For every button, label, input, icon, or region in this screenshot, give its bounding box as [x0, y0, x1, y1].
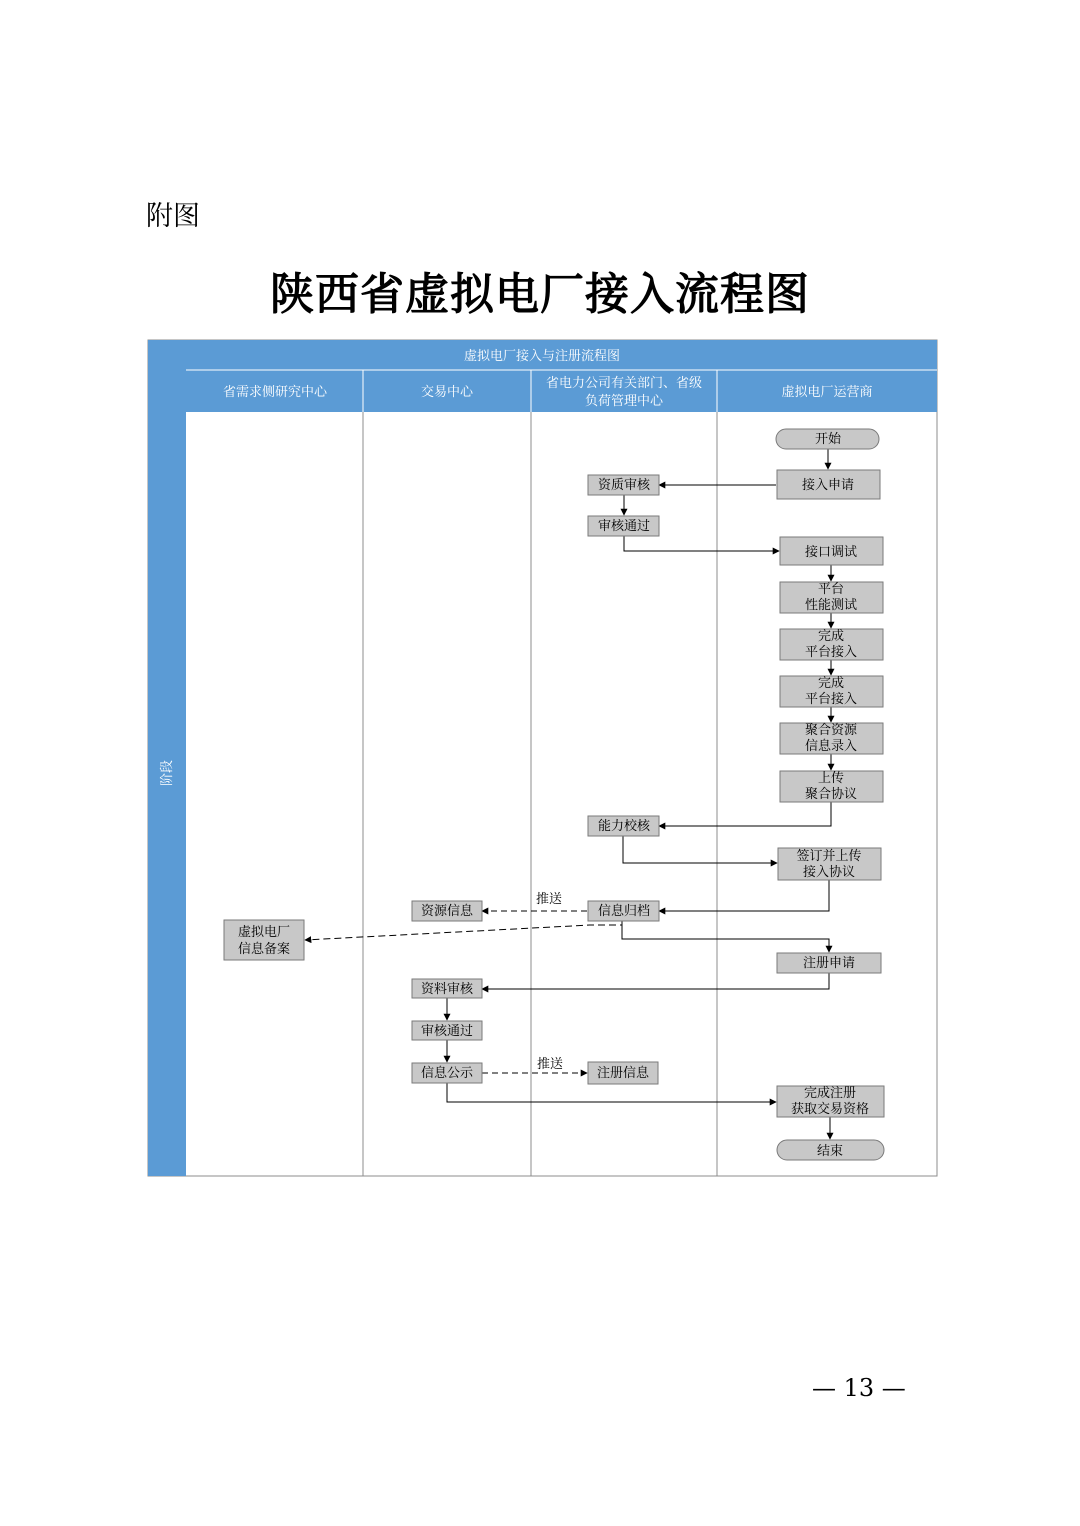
edge-label-push-1: 推送 — [535, 892, 563, 907]
node-upload-agreement-label-1: 上传 — [817, 771, 845, 786]
lane-demand-center: 省需求侧研究中心 — [222, 385, 328, 400]
page-number: — 13 — — [812, 1374, 906, 1402]
node-resource-entry-label-2: 信息录入 — [804, 739, 858, 754]
lane-grid-company-line1: 省电力公司有关部门、省级 — [545, 376, 703, 391]
page-title: 陕西省虚拟电厂接入流程图 — [270, 269, 810, 320]
node-review-pass-2-label: 审核通过 — [420, 1024, 474, 1039]
node-sign-upload-label-1: 签订并上传 — [796, 849, 862, 864]
lane-vpp-operator: 虚拟电厂运营商 — [781, 385, 873, 400]
stage-label: 阶段 — [160, 759, 175, 787]
lane-grid-company-line2: 负荷管理中心 — [584, 394, 664, 409]
node-vpp-filing-label-1: 虚拟电厂 — [237, 925, 291, 940]
node-reg-apply-label: 注册申请 — [802, 956, 856, 971]
edge-label-push-2: 推送 — [536, 1057, 564, 1072]
node-info-archive-label: 信息归档 — [597, 904, 651, 919]
node-start-label: 开始 — [814, 432, 842, 447]
node-doc-review-label: 资料审核 — [420, 982, 474, 997]
node-complete-access-2-label-2: 平台接入 — [804, 692, 858, 707]
node-qual-review-label: 资质审核 — [597, 478, 651, 493]
node-apply-label: 接入申请 — [801, 478, 855, 493]
node-resource-info-label: 资源信息 — [420, 904, 474, 919]
node-complete-access-1-label-2: 平台接入 — [804, 645, 858, 660]
node-reg-info-label: 注册信息 — [596, 1066, 650, 1081]
node-end-label: 结束 — [816, 1144, 844, 1159]
node-capability-check-label: 能力校核 — [597, 819, 651, 834]
node-complete-access-2-label-1: 完成 — [817, 676, 845, 691]
diagram-frame — [148, 340, 937, 1176]
diagram-header: 虚拟电厂接入与注册流程图 — [463, 349, 621, 364]
node-review-pass-1-label: 审核通过 — [597, 519, 651, 534]
node-resource-entry-label-1: 聚合资源 — [804, 723, 858, 738]
lane-trading-center: 交易中心 — [420, 385, 474, 400]
appendix-label: 附图 — [146, 201, 200, 232]
node-sign-upload-label-2: 接入协议 — [802, 865, 856, 880]
node-vpp-filing-label-2: 信息备案 — [237, 942, 291, 957]
node-interface-debug-label: 接口调试 — [804, 545, 858, 560]
node-complete-reg-label-1: 完成注册 — [803, 1086, 857, 1101]
node-platform-test-label-2: 性能测试 — [804, 598, 858, 613]
node-upload-agreement-label-2: 聚合协议 — [804, 787, 858, 802]
node-platform-test-label-1: 平台 — [817, 582, 845, 597]
node-info-publish-label: 信息公示 — [420, 1066, 474, 1081]
node-complete-access-1-label-1: 完成 — [817, 629, 845, 644]
node-complete-reg-label-2: 获取交易资格 — [790, 1102, 870, 1117]
